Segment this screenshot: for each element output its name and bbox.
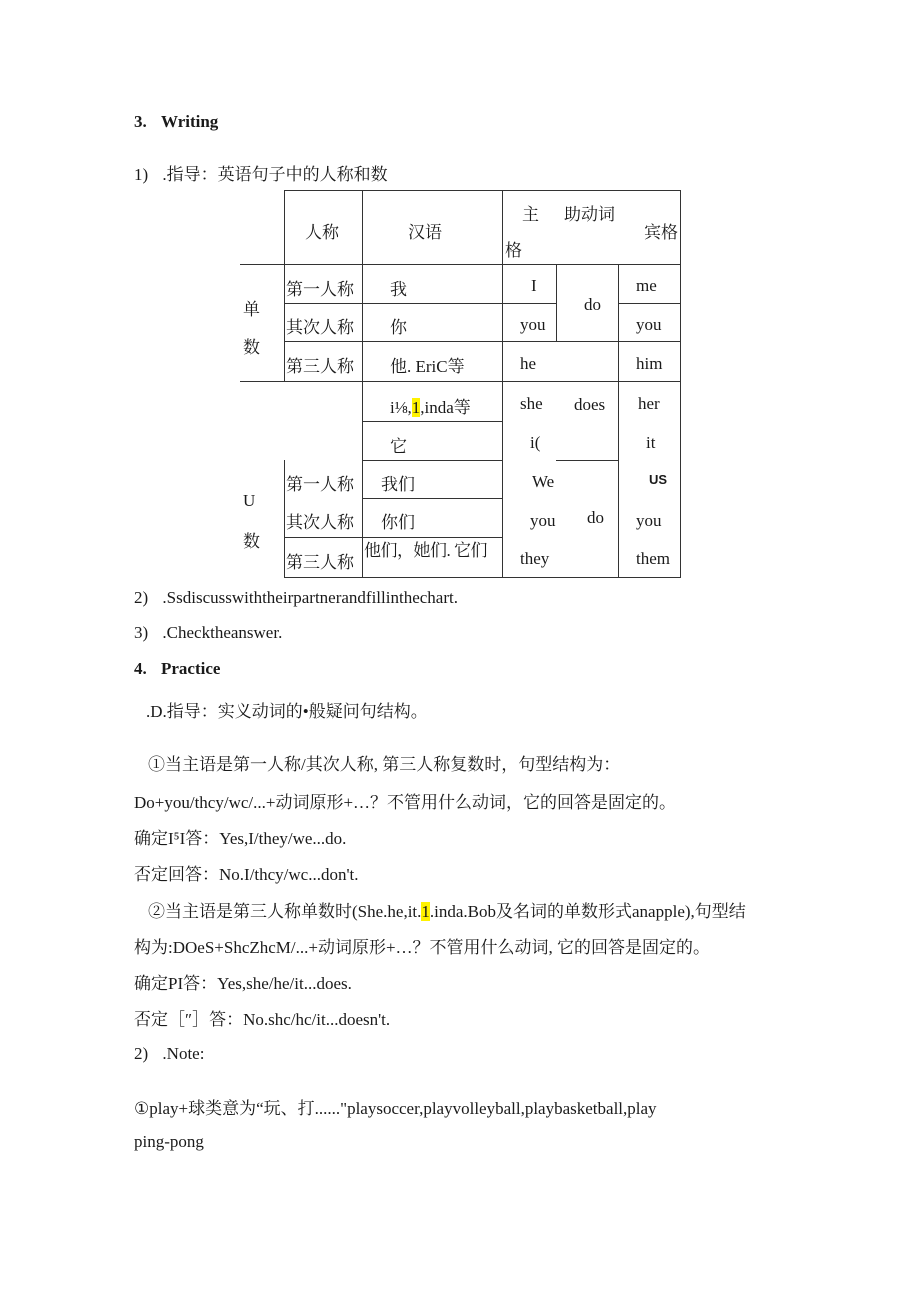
- section-4-heading: [134, 659, 220, 679]
- highlight-mark: 1: [411, 398, 421, 417]
- item-text: .Ssdiscusswiththeirpartnerandfillinthechart.: [162, 588, 458, 607]
- rule-2-post: .inda.Bob及名词的单数形式anapple),句型结: [429, 902, 746, 921]
- row-chinese: 我: [390, 280, 407, 299]
- row-person: 其次人称: [286, 318, 354, 337]
- row-object: me: [636, 276, 657, 295]
- section-number: 3.: [134, 112, 147, 131]
- row-object: US: [649, 472, 668, 487]
- row-person: 第三人称: [286, 553, 354, 572]
- row-person: 第一人称: [286, 475, 354, 494]
- rule-2-line-2: 构为:DOeS+ShcZhcM/...+动词原形+…？不管用什么动词, 它的回答是固定的。: [134, 938, 711, 957]
- row-subject: he: [520, 354, 537, 373]
- header-object: 宾格: [644, 223, 678, 242]
- rule-1-yes: 确定I⁵I答：Yes,I/they/we...do.: [134, 829, 347, 848]
- row-subject: she: [520, 394, 543, 413]
- item-number: 2): [134, 1044, 149, 1063]
- item-number: 1): [134, 165, 149, 184]
- section-title: Practice: [161, 659, 221, 678]
- note-heading: [134, 1044, 204, 1064]
- row-person: 其次人称: [286, 513, 354, 532]
- item-3: [134, 623, 282, 643]
- section-title: Writing: [161, 112, 219, 131]
- rule-2-no: 否定［″］答：No.shc/hc/it...doesn't.: [134, 1010, 391, 1029]
- rule-2-yes: 确定PI答：Yes,she/he/it...does.: [134, 974, 352, 993]
- rule-2-line-1: [148, 897, 746, 922]
- row-object: it: [646, 433, 656, 452]
- singular-label-b: 数: [243, 338, 260, 357]
- row-chinese: [390, 393, 471, 418]
- section-number: 4.: [134, 659, 147, 678]
- row-chinese: 我们: [381, 475, 415, 494]
- highlight-mark: 1: [421, 902, 430, 921]
- row-subject: I: [531, 276, 537, 295]
- plural-label-b: 数: [243, 532, 260, 551]
- aux-do-plural: do: [587, 508, 604, 527]
- row-chinese: 他们，她们. 它们: [364, 541, 487, 560]
- row-subject: you: [530, 511, 556, 530]
- header-aux: 助动词: [564, 205, 615, 224]
- item-text: .Note:: [162, 1044, 205, 1063]
- rule-2-pre: ②当主语是第三人称单数时(She.he,it.: [148, 902, 422, 921]
- row-object: you: [636, 315, 662, 334]
- row-chinese-post: ,inda等: [420, 398, 471, 417]
- play-note-line-2: ping-pong: [134, 1132, 204, 1151]
- row-object: you: [636, 511, 662, 530]
- row-person: 第一人称: [286, 280, 354, 299]
- plural-label-a: U: [243, 491, 256, 510]
- row-subject: i(: [530, 433, 541, 452]
- row-chinese: 你们: [381, 513, 415, 532]
- header-chinese: 汉语: [408, 223, 442, 242]
- singular-label-a: 单: [243, 300, 260, 319]
- aux-does: does: [574, 395, 606, 414]
- aux-do: do: [584, 295, 601, 314]
- play-note-line-1: ①play+球类意为“玩、打......"playsoccer,playvolleyball,playbasketball,play: [134, 1099, 657, 1118]
- item-2: [134, 588, 458, 608]
- header-subject-b: 格: [505, 241, 522, 260]
- row-chinese: 他. EriC等: [390, 357, 465, 376]
- row-chinese: 它: [390, 437, 407, 456]
- practice-guide: .D.指导：实义动词的•般疑问句结构。: [146, 702, 428, 721]
- row-chinese: 你: [390, 318, 407, 337]
- row-object: them: [636, 549, 670, 568]
- row-subject: We: [532, 472, 555, 491]
- row-person: 第三人称: [286, 357, 354, 376]
- header-subject-a: 主: [522, 205, 539, 224]
- row-object: him: [636, 354, 663, 373]
- item-number: 3): [134, 623, 149, 642]
- row-subject: they: [520, 549, 550, 568]
- item-1: [134, 160, 388, 185]
- item-text: .Checktheanswer.: [162, 623, 283, 642]
- rule-1-no: 否定回答：No.I/thcy/wc...don't.: [134, 865, 359, 884]
- section-3-heading: [134, 112, 218, 132]
- row-subject: you: [520, 315, 546, 334]
- item-text: .指导：英语句子中的人称和数: [162, 165, 388, 184]
- item-number: 2): [134, 588, 149, 607]
- row-object: her: [638, 394, 660, 413]
- header-person: 人称: [305, 223, 339, 242]
- rule-1-line-2: Do+you/thcy/wc/...+动词原形+…？不管用什么动词，它的回答是固定的。: [134, 793, 677, 812]
- row-chinese-pre: i⅛,: [390, 398, 412, 417]
- rule-1-line-1: ①当主语是第一人称/其次人称, 第三人称复数时，句型结构为：: [148, 755, 621, 774]
